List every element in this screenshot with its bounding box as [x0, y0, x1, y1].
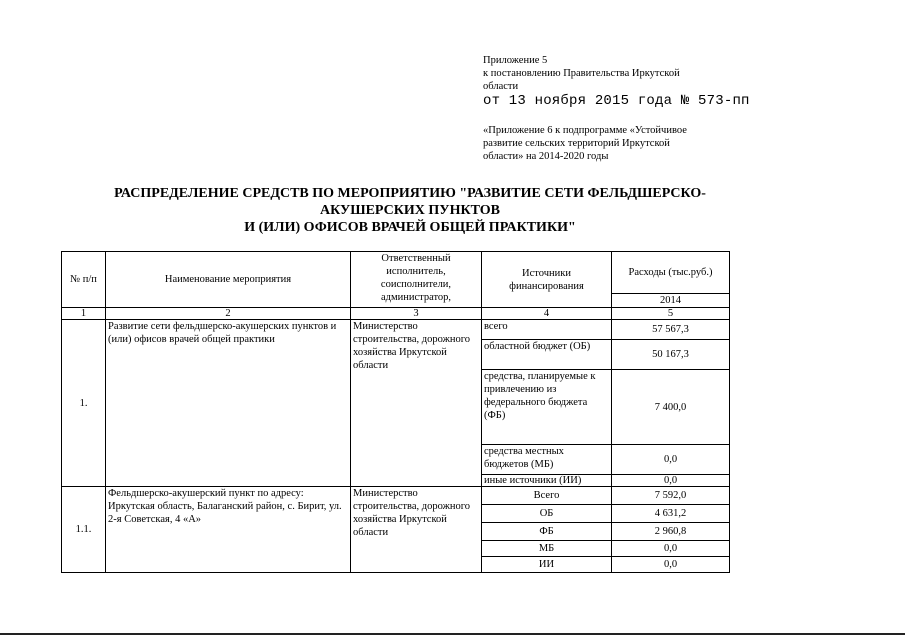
- row-number: 1.1.: [62, 487, 106, 573]
- source-label: Всего: [482, 487, 612, 505]
- source-label: средства, планируемые к привлечению из федерального бюджета (ФБ): [482, 370, 612, 445]
- index-cell: 2: [106, 308, 351, 320]
- source-label: областной бюджет (ОБ): [482, 340, 612, 370]
- header-year: 2014: [612, 294, 730, 308]
- source-value: 0,0: [612, 541, 730, 557]
- source-value: 4 631,2: [612, 505, 730, 523]
- header-name: Наименование мероприятия: [106, 252, 351, 308]
- subprogram-line-3: области» на 2014-2020 годы: [483, 151, 609, 162]
- header-num: № п/п: [62, 252, 106, 308]
- subprogram-line-2: развитие сельских территорий Иркутской: [483, 138, 670, 149]
- source-value: 50 167,3: [612, 340, 730, 370]
- responsible-executor: Министерство строительства, дорожного хозяйства Иркутской области: [351, 320, 482, 487]
- source-label: ИИ: [482, 557, 612, 573]
- event-name: Фельдшерско-акушерский пункт по адресу: Иркутская область, Балаганский район, с. Бирит, ул. 2-я Советская, 4 «А»: [106, 487, 351, 573]
- row-number: 1.: [62, 320, 106, 487]
- title-line-3: И (ИЛИ) ОФИСОВ ВРАЧЕЙ ОБЩЕЙ ПРАКТИКИ": [244, 220, 576, 235]
- source-label: средства местных бюджетов (МБ): [482, 445, 612, 475]
- title-line-2: АКУШЕРСКИХ ПУНКТОВ: [319, 203, 501, 218]
- index-cell: 5: [612, 308, 730, 320]
- scan-edge-line: [0, 633, 905, 635]
- appendix-line: Приложение 5: [483, 55, 548, 66]
- index-cell: 3: [351, 308, 482, 320]
- source-label: иные источники (ИИ): [482, 475, 612, 487]
- document-title: [100, 185, 720, 236]
- source-label: ФБ: [482, 523, 612, 541]
- source-value: 7 592,0: [612, 487, 730, 505]
- title-line-1: РАСПРЕДЕЛЕНИЕ СРЕДСТВ ПО МЕРОПРИЯТИЮ "РАЗВИТИЕ СЕТИ ФЕЛЬДШЕРСКО-: [114, 186, 706, 201]
- source-value: 2 960,8: [612, 523, 730, 541]
- source-value: 0,0: [612, 557, 730, 573]
- source-value: 7 400,0: [612, 370, 730, 445]
- source-value: 0,0: [612, 445, 730, 475]
- subprogram-line-1: «Приложение 6 к подпрограмме «Устойчивое: [483, 125, 687, 136]
- index-cell: 4: [482, 308, 612, 320]
- header-expenses: Расходы (тыс.руб.): [612, 252, 730, 294]
- resolution-line: к постановлению Правительства Иркутской: [483, 68, 680, 79]
- distribution-table: [61, 251, 730, 573]
- event-name: Развитие сети фельдшерско-акушерских пунктов и (или) офисов врачей общей практики: [106, 320, 351, 487]
- header-responsible: Ответственный исполнитель, соисполнители, администратор,: [351, 252, 482, 308]
- region-line: области: [483, 81, 519, 92]
- index-cell: 1: [62, 308, 106, 320]
- source-label: ОБ: [482, 505, 612, 523]
- source-label: всего: [482, 320, 612, 340]
- source-value: 57 567,3: [612, 320, 730, 340]
- source-label: МБ: [482, 541, 612, 557]
- header-sources: Источники финансирования: [482, 252, 612, 308]
- responsible-executor: Министерство строительства, дорожного хозяйства Иркутской области: [351, 487, 482, 573]
- date-stamp: от 13 ноября 2015 года № 573-пп: [483, 93, 750, 109]
- source-value: 0,0: [612, 475, 730, 487]
